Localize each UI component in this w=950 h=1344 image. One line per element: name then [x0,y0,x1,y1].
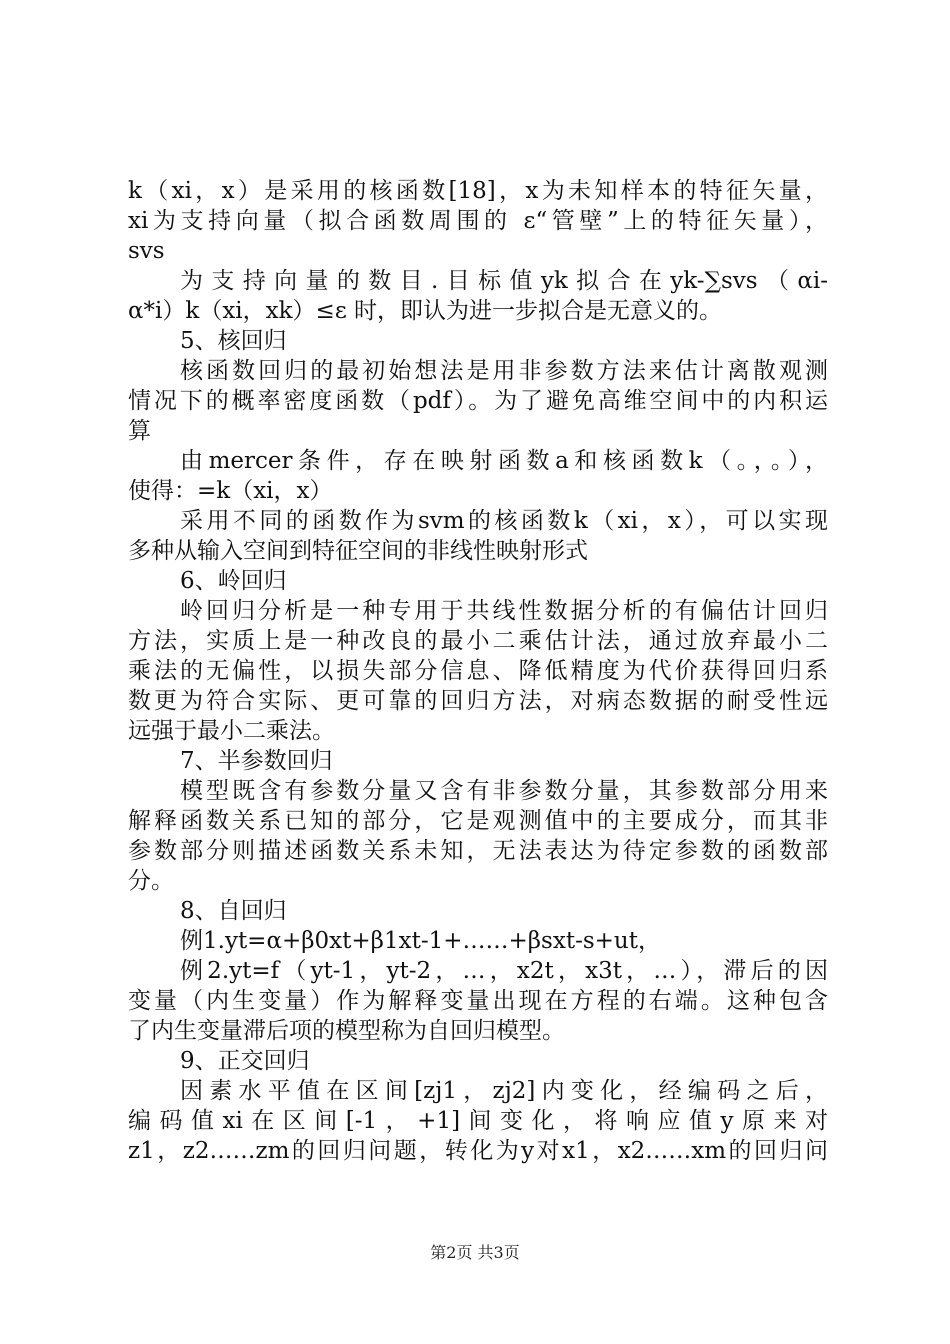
text-line: 例2.yt=f（yt-1，yt-2，…，x2t，x3t，…），滞后的因 [180,958,828,984]
text-line: k（xi，x）是采用的核函数[18]，x为未知样本的特征矢量， [128,178,828,204]
text-line: 变量（内生变量）作为解释变量出现在方程的右端。这种包含 [128,988,828,1014]
section-heading: 6、岭回归 [180,568,287,594]
text-line: 方法，实质上是一种改良的最小二乘估计法，通过放弃最小二 [128,628,828,654]
text-line: 分。 [128,868,174,894]
text-line: 情况下的概率密度函数（pdf）。为了避免高维空间中的内积运 [128,388,828,414]
text-line: 采用不同的函数作为svm的核函数k（xi，x），可以实现 [180,508,828,534]
text-line: 由mercer条件，存在映射函数a和核函数k（。，。）， [180,448,828,474]
document-body [128,176,828,1166]
text-line: 编码值xi在区间[-1，+1]间变化，将响应值y原来对 [128,1108,828,1134]
text-line: 数更为符合实际、更可靠的回归方法，对病态数据的耐受性远 [128,688,828,714]
text-line: 多种从输入空间到特征空间的非线性映射形式 [128,538,588,564]
text-line: α*i）k（xi，xk）≤ε 时，即认为进一步拟合是无意义的。 [128,298,723,324]
text-line: xi为支持向量（拟合函数周围的 ε“管壁”上的特征矢量）， [128,208,828,234]
text-line: 了内生变量滞后项的模型称为自回归模型。 [128,1018,565,1044]
text-line: 为支持向量的数目.目标值yk拟合在yk-∑svs（αi- [180,268,828,294]
text-line: 因素水平值在区间[zj1，zj2]内变化，经编码之后， [180,1078,828,1104]
text-line: 参数部分则描述函数关系未知，无法表达为待定参数的函数部 [128,838,828,864]
text-line: 远强于最小二乘法。 [128,718,335,744]
page-number-footer: 第2页 共3页 [430,1243,520,1262]
section-heading: 9、正交回归 [180,1048,310,1074]
text-line: 例1.yt=α+β0xt+β1xt-1+……+βsxt-s+ut， [180,928,661,954]
section-heading: 5、核回归 [180,328,287,354]
text-line: 解释函数关系已知的部分，它是观测值中的主要成分，而其非 [128,808,828,834]
text-line: svs [128,238,165,264]
text-line: 算 [128,418,151,444]
section-heading: 7、半参数回归 [180,748,333,774]
text-line: 使得：=k（xi，x） [128,478,333,504]
text-line: 岭回归分析是一种专用于共线性数据分析的有偏估计回归 [180,598,828,624]
section-heading: 8、自回归 [180,898,287,924]
text-line: 核函数回归的最初始想法是用非参数方法来估计离散观测 [180,358,828,384]
text-line: 模型既含有参数分量又含有非参数分量，其参数部分用来 [180,778,828,804]
text-line: z1，z2……zm的回归问题，转化为y对x1，x2……xm的回归问 [128,1138,828,1164]
text-line: 乘法的无偏性，以损失部分信息、降低精度为代价获得回归系 [128,658,828,684]
